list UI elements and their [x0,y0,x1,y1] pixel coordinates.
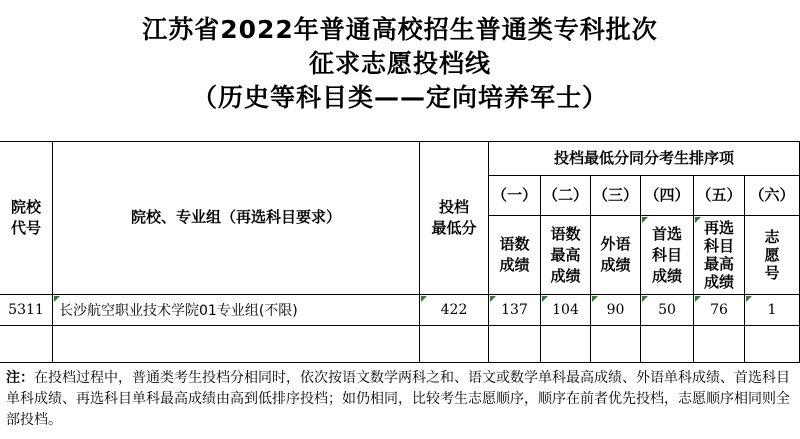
empty-cell [53,326,420,363]
title-line-1: 江苏省2022年普通高校招生普通类专科批次 [142,15,658,44]
footnote-text: 在投档过程中，普通类考生投档分相同时，依次按语文数学两科之和、语文或数学单科最高成绩、外语单科成绩、首选科目单科成绩、再选科目单科最高成绩由高到低排序投档；如仍相同，比较考生志愿顺序，顺序在前者优先投档，志愿顺序相同则全部投档。 [6,370,790,428]
row-school-name: 长沙航空职业技术学院01专业组(不限) [53,295,420,326]
empty-cell [745,326,800,363]
empty-cell [420,326,489,363]
footnote-label: 注： [6,370,34,386]
empty-cell [0,326,53,363]
row-col6-value: 1 [745,295,800,326]
header-col4-label: 首选 科目 成绩 [641,216,694,295]
empty-cell [641,326,694,363]
header-col3-num: （三） [591,176,641,216]
cell-marker-icon [642,217,648,223]
title-line-3: （历史等科目类——定向培养军士） [191,83,608,112]
header-col2-num: （二） [541,176,591,216]
cell-marker-icon [695,217,701,223]
document-title [0,0,800,141]
empty-cell [541,326,591,363]
cell-marker-icon [54,296,60,302]
cell-marker-icon [746,296,752,302]
header-col6-label: 志 愿 号 [745,216,800,295]
row-min-score: 422 [420,295,489,326]
empty-cell [694,326,745,363]
row-school-code: 5311 [0,295,53,326]
header-col1-num: （一） [489,176,541,216]
row-col4-value: 50 [641,295,694,326]
header-col2-label: 语数 最高 成绩 [541,216,591,295]
cell-marker-icon [642,296,648,302]
cell-marker-icon [421,296,427,302]
header-tiebreak-group: 投档最低分同分考生排序项 [489,141,800,176]
header-col1-label: 语数 成绩 [489,216,541,295]
footnote [6,368,796,431]
header-school-name: 院校、专业组（再选科目要求） [53,141,420,295]
header-col5-label: 再选 科目 最高 成绩 [694,216,745,295]
row-col2-value: 104 [541,295,591,326]
cell-marker-icon [542,296,548,302]
row-col3-value: 90 [591,295,641,326]
cell-marker-icon [592,296,598,302]
title-line-2: 征求志愿投档线 [308,49,491,78]
header-col5-num: （五） [694,176,745,216]
cell-marker-icon [695,296,701,302]
cell-marker-icon [490,296,496,302]
header-min-score: 投档 最低分 [420,141,489,295]
header-col6-num: （六） [745,176,800,216]
header-school-code: 院校 代号 [0,141,53,295]
empty-cell [591,326,641,363]
row-col1-value: 137 [489,295,541,326]
header-col4-num: （四） [641,176,694,216]
header-col3-label: 外语 成绩 [591,216,641,295]
score-table [0,141,800,363]
empty-cell [489,326,541,363]
row-col5-value: 76 [694,295,745,326]
